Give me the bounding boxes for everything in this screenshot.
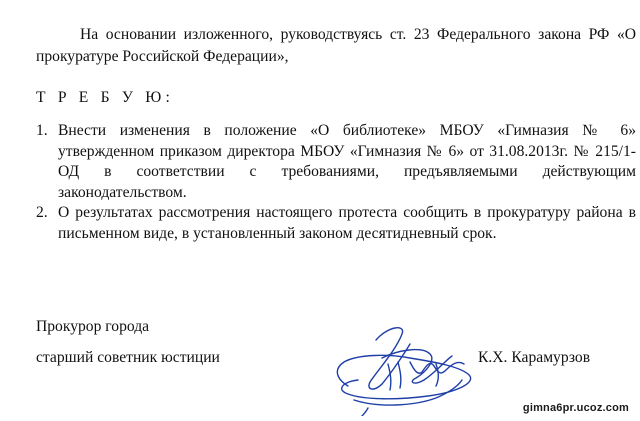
site-watermark: gimna6pr.ucoz.com	[520, 401, 632, 415]
list-item-text: Внести изменения в положение «О библиотеке» МБОУ «Гимназия № 6» утвержденном приказом директора МБОУ «Гимназия № 6» от 31.08.2013г. № 215/1-ОД в соответствии с требованиями, предъявляемыми действующим законодательством.	[58, 122, 636, 201]
intro-paragraph: На основании изложенного, руководствуясь ст. 23 Федерального закона РФ «О прокуратуре Российской Федерации»,	[36, 26, 636, 65]
list-item-number: 1.	[36, 122, 48, 139]
handwritten-signature	[318, 320, 488, 416]
signature-stroke	[369, 328, 410, 389]
list-item	[36, 203, 636, 244]
list-item-text: О результатах рассмотрения настоящего протеста сообщить в прокуратуру района в письменном виде, в установленный законом десятидневный срок.	[58, 204, 636, 242]
signatory-rank: старший советник юстиции	[36, 349, 220, 366]
list-item	[36, 121, 636, 203]
signatory-title: Прокурор города	[36, 318, 150, 335]
demands-list	[36, 121, 636, 244]
signature-stroke	[354, 380, 462, 405]
signature-stroke	[337, 355, 470, 398]
signature-stroke	[362, 408, 368, 416]
signatory-name: К.Х. Карамурзов	[478, 349, 591, 366]
list-item-number: 2.	[36, 204, 48, 221]
signature-stroke	[382, 350, 452, 383]
demand-heading: Т Р Е Б У Ю:	[36, 89, 174, 106]
